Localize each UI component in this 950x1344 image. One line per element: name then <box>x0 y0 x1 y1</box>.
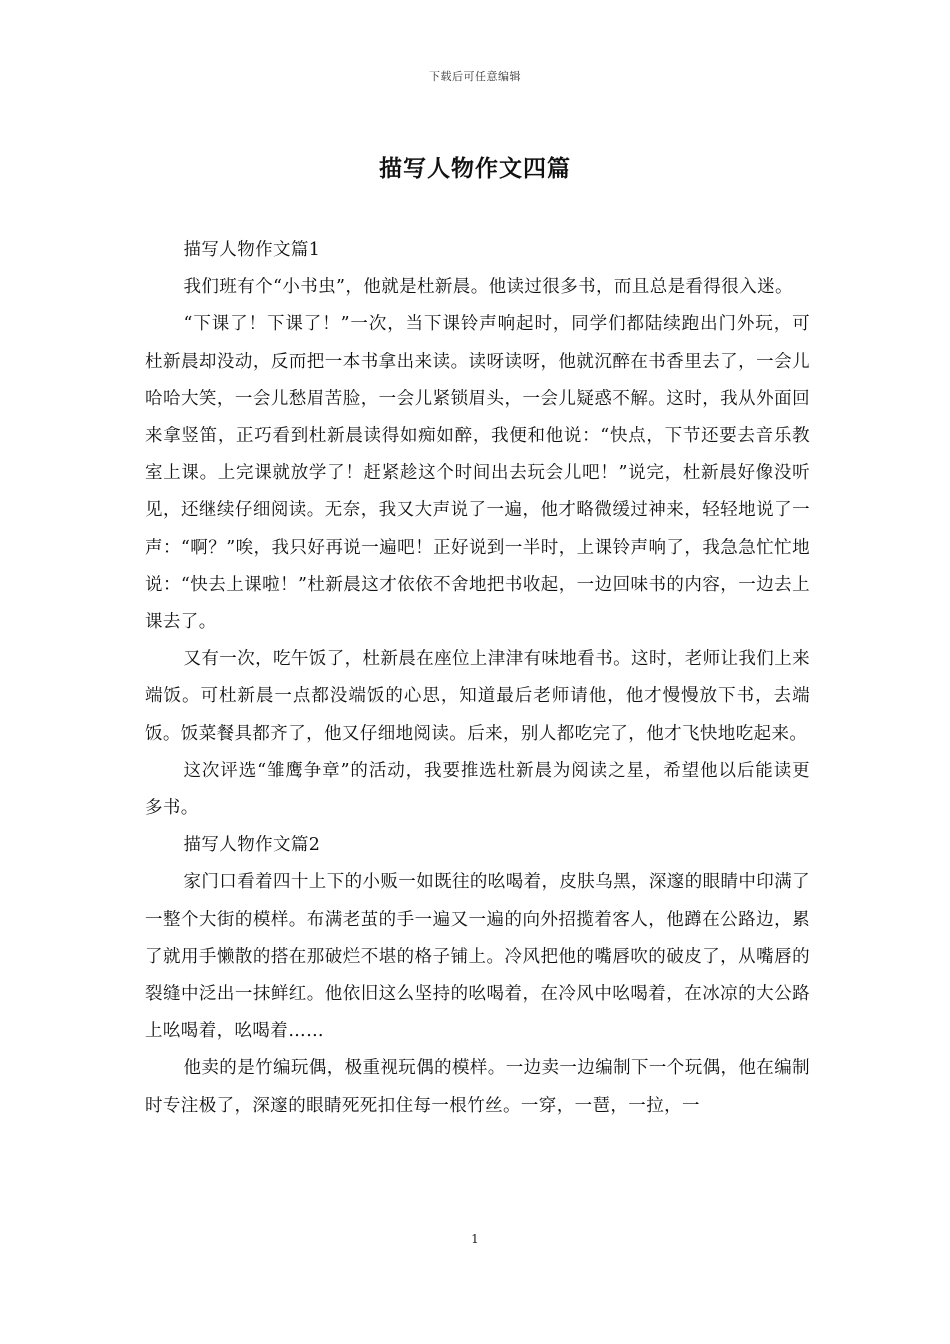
body-paragraph: “下课了！下课了！”一次，当下课铃声响起时，同学们都陆续跑出门外玩，可杜新晨却没动，反而把一本书拿出来读。读呀读呀，他就沉醉在书香里去了，一会儿哈哈大笑，一会儿愁眉苦脸，一会儿紧锁眉头，一会儿疑惑不解。这时，我从外面回来拿竖笛，正巧看到杜新晨读得如痴如醉，我便和他说：“快点，下节还要去音乐教室上课。上完课就放学了！赶紧趁这个时间出去玩会儿吧！”说完，杜新晨好像没听见，还继续仔细阅读。无奈，我又大声说了一遍，他才略微缓过神来，轻轻地说了一声：“啊？”唉，我只好再说一遍吧！正好说到一半时，上课铃声响了，我急急忙忙地说：“快去上课啦！”杜新晨这才依依不舍地把书收起，一边回味书的内容，一边去上课去了。 <box>145 314 810 633</box>
body-paragraph: 这次评选“雏鹰争章”的活动，我要推选杜新晨为阅读之星，希望他以后能读更多书。 <box>145 760 810 819</box>
body-paragraph: 我们班有个“小书虫”，他就是杜新晨。他读过很多书，而且总是看得很入迷。 <box>183 277 793 298</box>
document-body <box>145 232 810 1125</box>
body-paragraph: 又有一次，吃午饭了，杜新晨在座位上津津有味地看书。这时，老师让我们上来端饭。可杜新晨一点都没端饭的心思，知道最后老师请他，他才慢慢放下书，去端饭。饭菜餐具都齐了，他又仔细地阅读。后来，别人都吃完了，他才飞快地吃起来。 <box>145 649 810 744</box>
header-note: 下载后可任意编辑 <box>429 70 521 83</box>
body-paragraph: 他卖的是竹编玩偶，极重视玩偶的模样。一边卖一边编制下一个玩偶，他在编制时专注极了，深邃的眼睛死死扣住每一根竹丝。一穿，一琶，一拉，一 <box>145 1058 810 1116</box>
section-heading-1: 描写人物作文篇1 <box>183 240 321 260</box>
section-heading-2: 描写人物作文篇2 <box>183 835 321 856</box>
document-title: 描写人物作文四篇 <box>379 155 571 182</box>
body-paragraph: 家门口看着四十上下的小贩一如既往的吆喝着，皮肤乌黑，深邃的眼睛中印满了一整个大街的模样。布满老茧的手一遍又一遍的向外招揽着客人，他蹲在公路边，累了就用手懒散的搭在那破烂不堪的格子铺上。冷风把他的嘴唇吹的破皮了，从嘴唇的裂缝中泛出一抹鲜红。他依旧这么坚持的吆喝着，在冷风中吆喝着，在冰凉的大公路上吆喝着，吆喝着…… <box>145 872 810 1042</box>
page-number: 1 <box>471 1232 479 1246</box>
